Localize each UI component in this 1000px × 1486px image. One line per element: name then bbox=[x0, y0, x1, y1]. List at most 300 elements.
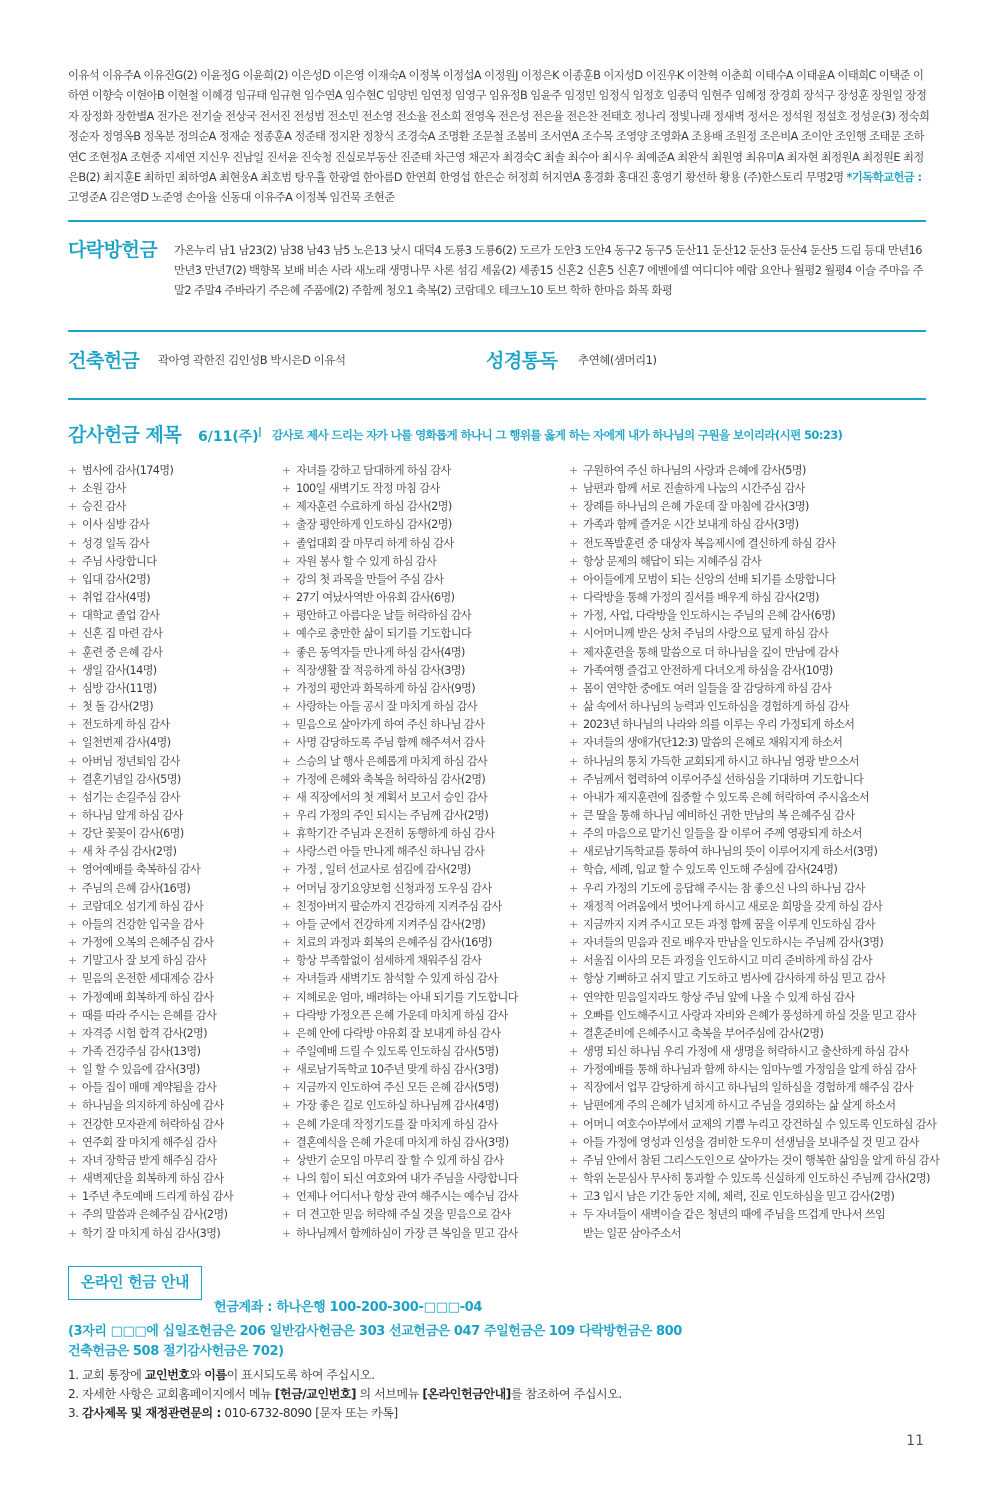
thanks-item bbox=[282, 861, 518, 879]
donor-names-block bbox=[68, 66, 930, 209]
plus-icon: + bbox=[569, 1153, 578, 1167]
thanks-item-text: 결혼기념일 감사(5명) bbox=[82, 772, 181, 786]
thanks-item bbox=[282, 698, 518, 716]
plus-icon: + bbox=[68, 1226, 77, 1240]
thanks-item-text: 스승의 날 행사 은혜롭게 마치게 하심 감사 bbox=[296, 754, 488, 768]
thanks-item bbox=[68, 571, 233, 589]
thanks-item bbox=[68, 952, 233, 970]
thanks-item-text: 2023년 하나님의 나라와 의를 이루는 우리 가정되게 하소서 bbox=[583, 718, 855, 732]
thanks-item bbox=[569, 571, 939, 589]
thanks-item bbox=[282, 916, 518, 934]
thanks-item bbox=[68, 1225, 233, 1243]
offering-codes-line-2: 건축헌금은 508 절기감사헌금은 702) bbox=[68, 1344, 284, 1359]
plus-icon: + bbox=[282, 572, 291, 586]
plus-icon: + bbox=[68, 736, 77, 750]
thanks-item bbox=[282, 1061, 518, 1079]
thanks-item bbox=[68, 734, 233, 752]
christian-school-offering-names: 고영준A 김은영D 노준영 손아율 신동대 이유주A 이정복 임건묵 조현준 bbox=[68, 191, 395, 205]
thanks-item bbox=[68, 1206, 233, 1224]
plus-icon: + bbox=[282, 881, 291, 895]
bible-reading-title: 성경통독 bbox=[486, 350, 558, 372]
note-emphasis: 교인번호 bbox=[144, 1368, 190, 1382]
plus-icon: + bbox=[282, 482, 291, 496]
plus-icon: + bbox=[68, 1172, 77, 1186]
plus-icon: + bbox=[569, 899, 578, 913]
thanks-item bbox=[569, 1116, 939, 1134]
note-text: 010-6732-8090 [문자 또는 카톡] bbox=[220, 1406, 398, 1420]
thanks-item bbox=[282, 734, 518, 752]
thanks-item-text: 예수로 충만한 삶이 되기를 기도합니다 bbox=[296, 627, 472, 641]
thanks-item-text: 100일 새벽기도 작정 마침 감사 bbox=[296, 482, 440, 496]
plus-icon: + bbox=[282, 700, 291, 714]
thanks-item-text: 믿음으로 살아가게 하여 주신 하나님 감사 bbox=[296, 718, 485, 732]
thanks-item-text: 대학교 졸업 감사 bbox=[82, 609, 160, 623]
thanks-item-text: 심방 감사(11명) bbox=[82, 681, 157, 695]
plus-icon: + bbox=[282, 464, 291, 477]
offering-codes-line-1: (3자리 □□□에 십일조헌금은 206 일반감사헌금은 303 선교헌금은 047 주일헌금은 109 다락방헌금은 800 bbox=[68, 1324, 682, 1339]
thanks-item-text: 주일예배 드릴 수 있도록 인도하심 감사(5명) bbox=[296, 1045, 499, 1058]
plus-icon: + bbox=[282, 609, 291, 623]
thanks-item-text: 연약한 믿음일지라도 항상 주님 앞에 나올 수 있게 하심 감사 bbox=[583, 990, 855, 1004]
plus-icon: + bbox=[68, 645, 77, 659]
thanks-item bbox=[68, 916, 233, 934]
plus-icon: + bbox=[569, 736, 578, 750]
thanks-item-text: 생명 되신 하나님 우리 가정에 새 생명을 허락하시고 출산하게 하심 감사 bbox=[583, 1045, 909, 1058]
plus-icon: + bbox=[68, 1153, 77, 1167]
thanks-item bbox=[569, 553, 939, 571]
plus-icon: + bbox=[282, 1153, 291, 1167]
offering-account: 헌금계좌 : 하나은행 100-200-300-□□□-04 bbox=[214, 1300, 483, 1315]
plus-icon: + bbox=[569, 591, 578, 605]
thanks-item-text: 가정예배 회복하게 하심 감사 bbox=[82, 990, 214, 1004]
thanks-item bbox=[68, 462, 233, 480]
thanks-item-text: 자녀 장학금 받게 해주심 감사 bbox=[82, 1153, 217, 1167]
thanks-item bbox=[68, 516, 233, 534]
thanks-item-text: 일천번제 감사(4명) bbox=[82, 736, 171, 750]
thanks-item bbox=[282, 1025, 518, 1043]
thanks-item-text: 첫 돌 감사(2명) bbox=[82, 700, 153, 714]
darak-offering-names: 가온누리 남1 남23(2) 남38 남43 남5 노은13 낫시 대덕4 도룡3 도룡6(2) 도르가 도안3 도안4 동구2 동구5 둔산11 둔산12 둔산3 둔산4 둔산5 드림 등대 만년16 만년3 만년7(2) 백향목 보배 비손 사라 새노래 생명나무 사론 섬김 세움(2) 세종15 신혼2 신혼5 신혼7 에벤에셀 여디디야 예람 요안나 월평2 월평4 이슬 주마음 주말2 주말4 주바라기 주은혜 주품에(2) 주함께 청오1 축복(2) 코람데오 테크노10 토브 학하 한마음 화목 화평 bbox=[174, 244, 924, 297]
thanks-item-text: 사랑하는 아들 공시 잘 마치게 하심 감사 bbox=[296, 700, 478, 714]
thanks-item bbox=[68, 680, 233, 698]
plus-icon: + bbox=[68, 972, 77, 986]
thanks-item bbox=[569, 880, 939, 898]
thanks-item bbox=[282, 880, 518, 898]
thanks-item bbox=[569, 970, 939, 988]
plus-icon: + bbox=[282, 627, 291, 641]
section-divider bbox=[68, 398, 926, 400]
thanks-item-text: 어머니 여호수아부에서 교제의 기쁨 누리고 강건하실 수 있도록 인도하심 감사 bbox=[583, 1117, 937, 1131]
plus-icon: + bbox=[68, 936, 77, 950]
thanks-item bbox=[68, 880, 233, 898]
online-notes bbox=[68, 1366, 622, 1423]
plus-icon: + bbox=[282, 1172, 291, 1186]
plus-icon: + bbox=[282, 917, 291, 931]
plus-icon: + bbox=[282, 863, 291, 877]
thanks-item bbox=[282, 535, 518, 553]
thanks-item-text: 자녀들의 믿음과 진로 배우자 만남을 인도하시는 주님께 감사(3명) bbox=[583, 936, 884, 950]
thanks-item bbox=[68, 1079, 233, 1097]
thanks-item-text: 출장 평안하게 인도하심 감사(2명) bbox=[296, 518, 452, 532]
plus-icon: + bbox=[68, 808, 77, 822]
note-3 bbox=[68, 1404, 622, 1423]
plus-icon: + bbox=[282, 899, 291, 913]
thanks-item-text: 새 차 주심 감사(2명) bbox=[82, 845, 177, 859]
plus-icon: + bbox=[68, 627, 77, 641]
section-divider bbox=[68, 220, 926, 222]
plus-icon: + bbox=[569, 845, 578, 859]
thanks-item bbox=[569, 662, 939, 680]
note-text: 를 참조하여 주십시오. bbox=[510, 1387, 622, 1401]
thanks-item-text: 은혜 가운데 작정기도를 잘 마치게 하심 감사 bbox=[296, 1117, 498, 1131]
thanks-item-text: 전도하게 하심 감사 bbox=[82, 718, 170, 732]
thanks-item bbox=[282, 825, 518, 843]
plus-icon: + bbox=[282, 554, 291, 568]
thanks-item bbox=[569, 1134, 939, 1152]
thanks-item bbox=[68, 553, 233, 571]
thanks-item-text: 아들 가정에 영성과 인성을 겸비한 도우미 선생님을 보내주실 것 믿고 감사 bbox=[583, 1135, 919, 1149]
plus-icon: + bbox=[68, 790, 77, 804]
plus-icon: + bbox=[282, 936, 291, 950]
plus-icon: + bbox=[569, 464, 578, 477]
thanks-item bbox=[569, 716, 939, 734]
thanks-item bbox=[68, 625, 233, 643]
thanks-item-text: 고3 입시 남은 기간 동안 지혜, 체력, 진로 인도하심을 믿고 감사(2명) bbox=[583, 1190, 895, 1204]
thanks-item bbox=[569, 498, 939, 516]
thanks-item-text: 제자훈련 수료하게 하심 감사(2명) bbox=[296, 500, 452, 514]
plus-icon: + bbox=[569, 881, 578, 895]
plus-icon: + bbox=[68, 500, 77, 514]
thanks-item bbox=[68, 1152, 233, 1170]
plus-icon: + bbox=[282, 1226, 291, 1240]
plus-icon: + bbox=[68, 700, 77, 714]
thanks-item-text: 자격증 시험 합격 감사(2명) bbox=[82, 1026, 207, 1040]
thanks-item-text: 범사에 감사(174명) bbox=[82, 464, 174, 477]
plus-icon: + bbox=[68, 917, 77, 931]
thanks-item bbox=[569, 1170, 939, 1188]
thanks-item-text: 생일 감사(14명) bbox=[82, 663, 157, 677]
thanks-item-text: 다락방 가정오픈 은혜 가운데 마치게 하심 감사 bbox=[296, 1008, 508, 1022]
donor-names-text: 이유석 이유주A 이유진G(2) 이윤정G 이윤희(2) 이은성D 이은영 이재숙A 이정복 이정섭A 이정원J 이정은K 이종훈B 이지성D 이진우K 이찬혁 이춘희 이태수A 이태윤A 이태희C 이택준 이하연 이향숙 이현아B 이현철 이혜경 임규태 임규현 임수연A 임수현C 임양빈 임연정 임영구 임유정B 임윤주 임정민 임정식 임정호 임종덕 임현주 임혜정 장경희 장석구 장성훈 장원일 장정자 장정화 장한별A 전가은 전기술 전상국 전서진 전성범 전소민 전소영 전소율 전소희 전영옥 전은성 전은율 전은찬 전태호 정나리 정빛나래 정새벽 정서은 정석원 정설호 정성운(3) 정숙희 정순자 정영옥B 정옥분 정의순A 정재순 정종훈A 정준태 정지완 정창식 조경숙A 조명환 조문철 조봄비 조서연A 조수목 조영양 조영화A 조용배 조원정 조은비A 조이안 조인행 조태문 조하연C 조현정A 조현중 지세연 지신우 진남일 진서윤 진숙청 진실로부동산 진준태 차근영 채곤자 최경숙C 최솔 최수아 최시우 최예준A 최완식 최원영 최유미A 최자현 최정원A 최정원E 최정은B(2) 최지훈E 최하민 최하영A 최현웅A 최호범 탕우휼 한광열 한아름D 한연희 한영섭 한은순 허정희 허지연A 홍경화 홍대진 홍영기 황선하 황용 (주)한스토리 무명2명 bbox=[68, 69, 930, 185]
thanks-list-column-1 bbox=[68, 462, 233, 1243]
thanks-item-text: 27기 여났사역반 아유회 감사(6명) bbox=[296, 591, 455, 605]
plus-icon: + bbox=[569, 1063, 578, 1077]
plus-icon: + bbox=[569, 718, 578, 732]
thanks-item bbox=[68, 789, 233, 807]
thanks-item bbox=[282, 716, 518, 734]
thanks-item-text: 때를 따라 주시는 은혜를 감사 bbox=[82, 1008, 217, 1022]
plus-icon: + bbox=[282, 1081, 291, 1095]
plus-icon: + bbox=[282, 1026, 291, 1040]
thanks-item-text: 좋은 동역자들 만나게 하심 감사(4명) bbox=[296, 645, 465, 659]
thanks-item-text: 장례를 하나님의 은혜 가운데 잘 마침에 감사(3명) bbox=[583, 500, 809, 514]
thanks-item-text: 주님 안에서 참된 그리스도인으로 살아가는 것이 행복한 삶임을 알게 하심 감사 bbox=[583, 1153, 940, 1167]
plus-icon: + bbox=[569, 772, 578, 786]
thanks-item bbox=[68, 716, 233, 734]
thanks-item bbox=[282, 553, 518, 571]
thanks-item bbox=[569, 589, 939, 607]
plus-icon: + bbox=[68, 754, 77, 768]
thanks-list-column-3 bbox=[569, 462, 939, 1243]
thanks-item bbox=[68, 1007, 233, 1025]
plus-icon: + bbox=[569, 790, 578, 804]
thanks-item-text: 더 견고한 믿음 허락해 주실 것을 믿음으로 감사 bbox=[296, 1208, 511, 1222]
plus-icon: + bbox=[68, 1063, 77, 1077]
thanks-item bbox=[569, 1097, 939, 1115]
thanks-item-text: 가정의 평안과 화목하게 하심 감사(9명) bbox=[296, 681, 475, 695]
plus-icon: + bbox=[569, 990, 578, 1004]
thanks-item-text: 주님께서 협력하여 이루어주실 선하심을 기대하며 기도합니다 bbox=[583, 772, 864, 786]
thanks-item bbox=[569, 771, 939, 789]
plus-icon: + bbox=[282, 718, 291, 732]
thanks-item bbox=[68, 607, 233, 625]
thanks-item bbox=[282, 680, 518, 698]
thanks-item bbox=[68, 535, 233, 553]
thanks-item bbox=[68, 1188, 233, 1206]
thanks-item bbox=[569, 1007, 939, 1025]
plus-icon: + bbox=[68, 990, 77, 1004]
plus-icon: + bbox=[569, 681, 578, 695]
thanks-item-text: 가정에 오복의 은혜주심 감사 bbox=[82, 936, 214, 950]
thanks-item bbox=[282, 989, 518, 1007]
thanks-item-text: 시어머니께 받은 상처 주님의 사랑으로 덮게 하심 감사 bbox=[583, 627, 829, 641]
thanks-item-text: 새로남기독학교 10주년 맞게 하심 감사(3명) bbox=[296, 1063, 499, 1077]
thanks-item-text: 오빠를 인도해주시고 사랑과 자비와 은혜가 풍성하게 하실 것을 믿고 감사 bbox=[583, 1008, 916, 1022]
note-text: 2. 자세한 사항은 교회홈페이지에서 메뉴 bbox=[68, 1387, 275, 1401]
thanks-item bbox=[282, 970, 518, 988]
thanks-item-text: 영어예배를 축복하심 감사 bbox=[82, 863, 201, 877]
plus-icon: + bbox=[282, 990, 291, 1004]
thanks-item-text: 다락방을 통해 가정의 질서를 배우게 하심 감사(2명) bbox=[583, 591, 819, 605]
thanks-item-text: 항상 부족함없이 섬세하게 채워주심 감사 bbox=[296, 954, 482, 968]
thanks-offering-date: 6/11(주) bbox=[198, 429, 259, 445]
thanks-item bbox=[282, 571, 518, 589]
thanks-item-text: 건강한 모자관계 허락하심 감사 bbox=[82, 1117, 224, 1131]
thanks-item-text: 남편과 함께 서로 진솔하게 나눔의 시간주심 감사 bbox=[583, 482, 805, 496]
plus-icon: + bbox=[282, 591, 291, 605]
thanks-item-text: 지혜로운 엄마, 배려하는 아내 되기를 기도합니다 bbox=[296, 990, 518, 1004]
thanks-item bbox=[569, 1225, 939, 1243]
thanks-item bbox=[68, 1097, 233, 1115]
thanks-item-text: 새벽제단을 회복하게 하심 감사 bbox=[82, 1172, 224, 1186]
thanks-item bbox=[68, 807, 233, 825]
thanks-item bbox=[569, 753, 939, 771]
thanks-item bbox=[569, 807, 939, 825]
plus-icon: + bbox=[569, 972, 578, 986]
plus-icon: + bbox=[569, 1135, 578, 1149]
thanks-item bbox=[68, 480, 233, 498]
plus-icon: + bbox=[282, 645, 291, 659]
thanks-item-text: 치료의 과정과 회복의 은혜주심 감사(16명) bbox=[296, 936, 492, 950]
thanks-item bbox=[569, 789, 939, 807]
thanks-item-text: 하나님을 의지하게 하심에 감사 bbox=[82, 1099, 224, 1113]
thanks-item-text: 상반기 순모임 마무리 잘 할 수 있게 하심 감사 bbox=[296, 1153, 504, 1167]
plus-icon: + bbox=[569, 1081, 578, 1095]
thanks-item-text: 1주년 추도예배 드리게 하심 감사 bbox=[82, 1190, 234, 1204]
thanks-item-text: 아들 군에서 건강하게 지켜주심 감사(2명) bbox=[296, 917, 486, 931]
plus-icon: + bbox=[569, 482, 578, 496]
thanks-item bbox=[68, 1116, 233, 1134]
thanks-item-text: 사명 감당하도록 주님 함께 해주셔서 감사 bbox=[296, 736, 485, 750]
plus-icon: + bbox=[282, 1063, 291, 1077]
thanks-item-text: 결혼준비에 은혜주시고 축복을 부어주심에 감사(2명) bbox=[583, 1026, 824, 1040]
thanks-item bbox=[282, 807, 518, 825]
thanks-item bbox=[282, 771, 518, 789]
thanks-item bbox=[569, 916, 939, 934]
thanks-item-text: 가족과 함께 즐거운 시간 보내게 하심 감사(3명) bbox=[583, 518, 799, 532]
thanks-item bbox=[569, 1079, 939, 1097]
thanks-offering-title: 감사헌금 제목 bbox=[68, 424, 182, 446]
plus-icon: + bbox=[68, 772, 77, 786]
thanks-item-text: 기말고사 잘 보게 하심 감사 bbox=[82, 954, 207, 968]
plus-icon: + bbox=[282, 790, 291, 804]
thanks-item bbox=[569, 1061, 939, 1079]
thanks-item bbox=[68, 1170, 233, 1188]
plus-icon: + bbox=[68, 1117, 77, 1131]
thanks-item bbox=[569, 843, 939, 861]
plus-icon: + bbox=[569, 554, 578, 568]
thanks-item bbox=[569, 1043, 939, 1061]
thanks-item bbox=[569, 625, 939, 643]
thanks-item-text: 나의 힘이 되신 여호와여 내가 주님을 사랑합니다 bbox=[296, 1172, 518, 1186]
thanks-item bbox=[282, 1116, 518, 1134]
plus-icon: + bbox=[68, 863, 77, 877]
plus-icon: + bbox=[569, 1190, 578, 1204]
plus-icon: + bbox=[569, 645, 578, 659]
thanks-item-text: 휴학기간 주님과 온전히 동행하게 하심 감사 bbox=[296, 827, 495, 841]
note-text: 의 서브메뉴 bbox=[356, 1387, 423, 1401]
thanks-item-text: 입대 감사(2명) bbox=[82, 572, 151, 586]
thanks-item-text: 자녀들의 생애가(단12:3) 말씀의 은혜로 채워지게 하소서 bbox=[583, 736, 843, 750]
bible-reading-names: 추연혜(샘머리1) bbox=[578, 353, 657, 367]
thanks-item bbox=[68, 934, 233, 952]
christian-school-offering-label: *기독학교헌금 : bbox=[846, 171, 922, 185]
thanks-item-text: 몸이 연약한 중에도 여러 일들을 잘 감당하게 하심 감사 bbox=[583, 681, 832, 695]
plus-icon: + bbox=[282, 754, 291, 768]
thanks-item-text: 믿음의 온전한 세대계승 감사 bbox=[82, 972, 214, 986]
thanks-item bbox=[282, 462, 518, 480]
thanks-item-text: 소원 감사 bbox=[82, 482, 126, 496]
thanks-item bbox=[68, 825, 233, 843]
thanks-item-text: 두 자녀들이 새벽이슬 같은 청년의 때에 주님을 뜨겁게 만나서 쓰임 bbox=[583, 1208, 886, 1222]
thanks-item bbox=[68, 970, 233, 988]
thanks-item bbox=[282, 1134, 518, 1152]
plus-icon: + bbox=[569, 700, 578, 714]
thanks-item-text: 우리 가정의 기도에 응답해 주시는 참 좋으신 나의 하나님 감사 bbox=[583, 881, 865, 895]
plus-icon: + bbox=[68, 1208, 77, 1222]
thanks-item bbox=[282, 480, 518, 498]
thanks-item-text: 가정 , 일터 선교사로 섬김에 감사(2명) bbox=[296, 863, 471, 877]
thanks-item-text: 지금까지 인도하여 주신 모든 은혜 감사(5명) bbox=[296, 1081, 499, 1095]
thanks-item-text: 자원 봉사 할 수 있게 하심 감사 bbox=[296, 554, 437, 568]
plus-icon: + bbox=[68, 554, 77, 568]
thanks-item-text: 성경 일독 감사 bbox=[82, 536, 150, 550]
plus-icon: + bbox=[569, 572, 578, 586]
thanks-item-text: 주님의 은혜 감사(16명) bbox=[82, 881, 191, 895]
plus-icon: + bbox=[569, 954, 578, 968]
thanks-item bbox=[569, 535, 939, 553]
plus-icon: + bbox=[282, 1008, 291, 1022]
plus-icon: + bbox=[569, 1045, 578, 1058]
plus-icon: + bbox=[68, 591, 77, 605]
thanks-item-text: 친정아버지 팔순까지 건강하게 지켜주심 감사 bbox=[296, 899, 502, 913]
thanks-item-text: 아이들에게 모범이 되는 신앙의 선배 되기를 소망합니다 bbox=[583, 572, 836, 586]
title-separator: I bbox=[258, 426, 262, 441]
plus-icon: + bbox=[68, 827, 77, 841]
thanks-item bbox=[569, 952, 939, 970]
plus-icon: + bbox=[68, 954, 77, 968]
thanks-item-text: 직장생활 잘 적응하게 하심 감사(3명) bbox=[296, 663, 465, 677]
plus-icon: + bbox=[282, 736, 291, 750]
thanks-item bbox=[68, 1061, 233, 1079]
plus-icon: + bbox=[282, 681, 291, 695]
thanks-item-text: 이사 심방 감사 bbox=[82, 518, 150, 532]
plus-icon: + bbox=[68, 572, 77, 586]
thanks-item bbox=[282, 1152, 518, 1170]
thanks-item-text: 승진 감사 bbox=[82, 500, 126, 514]
thanks-item bbox=[569, 1206, 939, 1224]
thanks-item bbox=[68, 771, 233, 789]
note-1 bbox=[68, 1366, 622, 1385]
thanks-item-text: 학기 잘 마치게 하심 감사(3명) bbox=[82, 1226, 221, 1240]
thanks-item-text: 어머님 장기요양보험 신청과정 도우심 감사 bbox=[296, 881, 492, 895]
plus-icon: + bbox=[282, 536, 291, 550]
thanks-item-text: 항상 기뻐하고 쉬지 말고 기도하고 범사에 감사하게 하심 믿고 감사 bbox=[583, 972, 886, 986]
thanks-item-text: 직장에서 업무 감당하게 하시고 하나님의 일하심을 경험하게 해주심 감사 bbox=[583, 1081, 913, 1095]
thanks-item-text: 하나님 알게 하심 감사 bbox=[82, 808, 183, 822]
thanks-item-text: 새로남기독학교를 통하여 하나님의 뜻이 이루어지게 하소서(3명) bbox=[583, 845, 878, 859]
plus-icon: + bbox=[569, 827, 578, 841]
thanks-item-text: 평안하고 아름다운 날들 허락하심 감사 bbox=[296, 609, 472, 623]
thanks-item bbox=[569, 607, 939, 625]
thanks-item bbox=[282, 843, 518, 861]
thanks-item bbox=[68, 644, 233, 662]
plus-icon: + bbox=[68, 518, 77, 532]
thanks-item bbox=[569, 898, 939, 916]
plus-icon: + bbox=[68, 1008, 77, 1022]
thanks-item-text: 사랑스런 아들 만나게 해주신 하나님 감사 bbox=[296, 845, 485, 859]
note-2 bbox=[68, 1385, 622, 1404]
thanks-item bbox=[569, 1188, 939, 1206]
thanks-item bbox=[569, 734, 939, 752]
plus-icon: + bbox=[68, 482, 77, 496]
thanks-item-text: 제자훈련을 통해 말씀으로 더 하나님을 깊이 만남에 감사 bbox=[583, 645, 839, 659]
plus-icon: + bbox=[569, 1117, 578, 1131]
plus-icon: + bbox=[282, 518, 291, 532]
thanks-item-text: 학위 논문심사 무사히 통과할 수 있도록 신실하게 인도하신 주님께 감사(2명) bbox=[583, 1172, 930, 1186]
plus-icon: + bbox=[282, 772, 291, 786]
plus-icon: + bbox=[282, 1117, 291, 1131]
thanks-item-text: 구원하여 주신 하나님의 사랑과 은혜에 감사(5명) bbox=[583, 464, 806, 477]
thanks-item bbox=[282, 607, 518, 625]
thanks-item bbox=[282, 952, 518, 970]
plus-icon: + bbox=[282, 845, 291, 859]
thanks-item bbox=[569, 861, 939, 879]
thanks-item bbox=[68, 589, 233, 607]
thanks-item-text: 강의 첫 과목을 만들어 주심 감사 bbox=[296, 572, 444, 586]
thanks-item bbox=[68, 843, 233, 861]
plus-icon: + bbox=[569, 1026, 578, 1040]
note-text: 3. bbox=[68, 1406, 83, 1420]
thanks-item bbox=[282, 644, 518, 662]
thanks-item bbox=[68, 989, 233, 1007]
thanks-item bbox=[282, 789, 518, 807]
plus-icon: + bbox=[569, 663, 578, 677]
thanks-item bbox=[68, 861, 233, 879]
thanks-item-text: 큰 딸을 통해 하나님 예비하신 귀한 만남의 복 은혜주심 감사 bbox=[583, 808, 855, 822]
plus-icon: + bbox=[569, 1172, 578, 1186]
thanks-item-text: 삶 속에서 하나님의 능력과 인도하심을 경험하게 하심 감사 bbox=[583, 700, 849, 714]
